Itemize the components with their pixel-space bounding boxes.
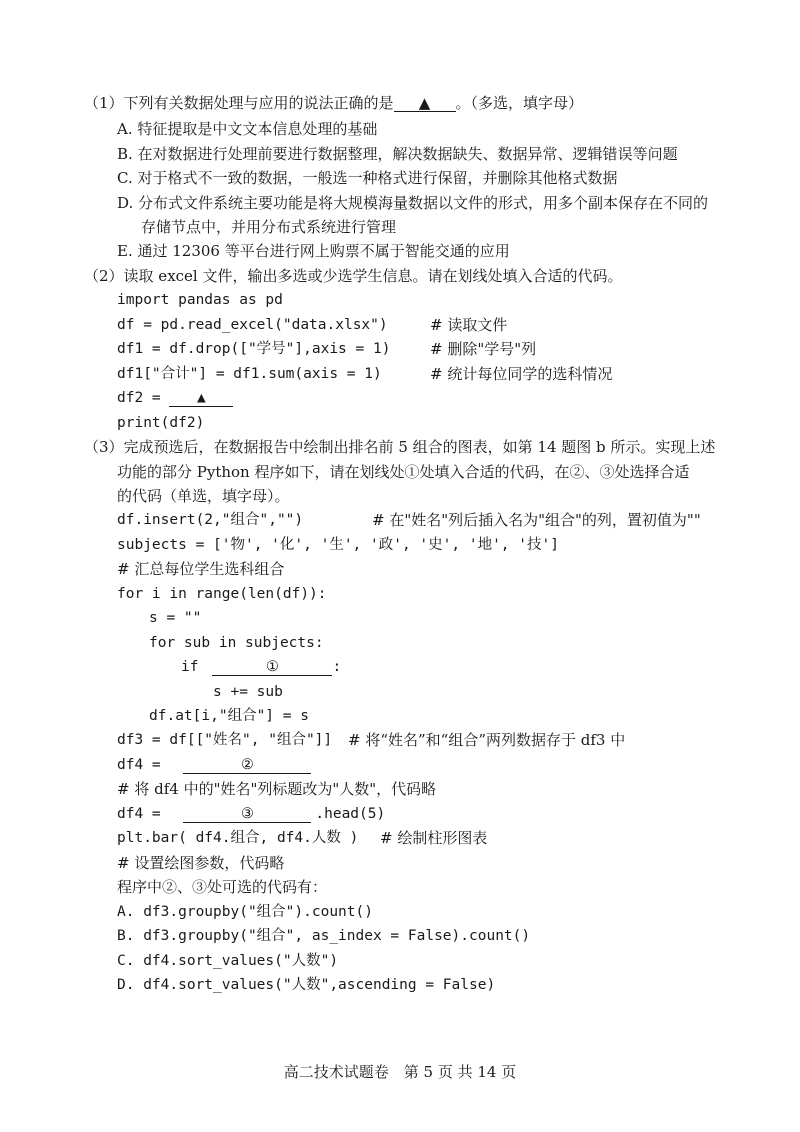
q3-answer-blank-1[interactable]: ①: [212, 657, 332, 676]
q3-if-colon: :: [332, 659, 342, 675]
q3-insert-line: df.insert(2,"组合",""): [117, 512, 304, 528]
q1-option-d-cont: 存储节点中，并用分布式系统进行管理: [141, 218, 397, 236]
q3-for-line: for i in range(len(df)):: [117, 586, 327, 602]
q3-stem-line2: 功能的部分 Python 程序如下，请在划线处①处填入合适的代码，在②、③处选择合适: [117, 463, 690, 481]
q3-subjects-line: subjects = ['物', '化', '生', '政', '史', '地', '技']: [117, 537, 559, 553]
q3-df3-comment: # 将“姓名”和“组合”两列数据存于 df3 中: [348, 731, 626, 749]
q2-answer-blank[interactable]: ▲: [169, 388, 233, 407]
q3-insert-comment: # 在"姓名"列后插入名为"组合"的列，置初值为"": [372, 511, 701, 529]
q2-code-line: df = pd.read_excel("data.xlsx"): [117, 317, 388, 333]
q2-df2-line: [117, 388, 233, 408]
q2-code-line: df1["合计"] = df1.sum(axis = 1): [117, 366, 382, 382]
q3-stem-line1: （3）完成预选后，在数据报告中绘制出排名前 5 组合的图表，如第 14 题图 b 所示。实现上述: [84, 438, 716, 456]
q2-df2-prefix: df2 =: [117, 390, 170, 406]
q3-choice-a: A. df3.groupby("组合").count(): [117, 904, 373, 920]
q3-s-init-line: s = "": [149, 610, 202, 626]
q2-stem: （2）读取 excel 文件，输出多选或少选学生信息。请在划线处填入合适的代码。: [84, 267, 623, 285]
q1-stem-text: （1）下列有关数据处理与应用的说法正确的是: [84, 94, 394, 112]
q3-choice-d: D. df4.sort_values("人数",ascending = False): [117, 977, 496, 993]
q3-answer-blank-2[interactable]: ②: [183, 755, 311, 774]
q3-df3-line: df3 = df[["姓名", "组合"]]: [117, 732, 333, 748]
q2-code-comment: # 删除"学号"列: [430, 340, 537, 358]
q2-code-line: import pandas as pd: [117, 292, 283, 308]
q1-stem-suffix: 。（多选，填字母）: [455, 94, 584, 112]
q1-stem: [84, 93, 583, 113]
q2-code-comment: # 统计每位同学的选科情况: [430, 365, 613, 383]
q1-option-e: E. 通过 12306 等平台进行网上购票不属于智能交通的应用: [117, 242, 510, 260]
q3-s-add-line: s += sub: [213, 684, 283, 700]
q3-summary-comment: # 汇总每位学生选科组合: [117, 560, 285, 578]
q3-choice-b: B. df3.groupby("组合", as_index = False).count(): [117, 928, 531, 944]
q3-head-suffix: .head(5): [315, 806, 386, 822]
q1-option-b: B. 在对数据进行处理前要进行数据整理，解决数据缺失、数据异常、逻辑错误等问题: [117, 145, 678, 163]
q3-param-comment: # 设置绘图参数，代码略: [117, 854, 285, 872]
q3-choice-c: C. df4.sort_values("人数"): [117, 953, 339, 969]
q3-df4-prefix: df4 =: [117, 757, 170, 773]
q2-print-line: print(df2): [117, 415, 205, 431]
q1-option-d: D. 分布式文件系统主要功能是将大规模海量数据以文件的形式，用多个副本保存在不同的: [117, 194, 709, 212]
q3-if-line: [181, 657, 341, 677]
q3-answer-blank-3[interactable]: ③: [183, 804, 311, 823]
q3-bar-comment: # 绘制柱形图表: [380, 829, 488, 847]
q3-stem-line3: 的代码（单选，填字母）。: [117, 487, 290, 505]
q3-df4b-prefix: df4 =: [117, 806, 170, 822]
q3-df4b-line: [117, 804, 385, 824]
q3-for-sub-line: for sub in subjects:: [149, 635, 324, 651]
q2-code-line: df1 = df.drop(["学号"],axis = 1): [117, 341, 391, 357]
q3-df4-line: [117, 755, 311, 775]
q3-at-line: df.at[i,"组合"] = s: [149, 708, 309, 724]
q1-option-c: C. 对于格式不一致的数据，一般选一种格式进行保留，并删除其他格式数据: [117, 169, 618, 187]
q1-option-a: A. 特征提取是中文文本信息处理的基础: [117, 120, 378, 138]
page-footer: 高二技术试题卷 第 5 页 共 14 页: [283, 1063, 517, 1081]
q1-answer-blank[interactable]: ▲: [394, 93, 456, 112]
q3-bar-line: plt.bar( df4.组合, df4.人数 ): [117, 830, 359, 846]
q3-if-keyword: if: [181, 659, 199, 675]
q3-choices-intro: 程序中②、③处可选的代码有：: [117, 878, 328, 896]
q3-rename-comment: # 将 df4 中的"姓名"列标题改为"人数"，代码略: [117, 780, 437, 798]
q2-code-comment: # 读取文件: [430, 316, 508, 334]
